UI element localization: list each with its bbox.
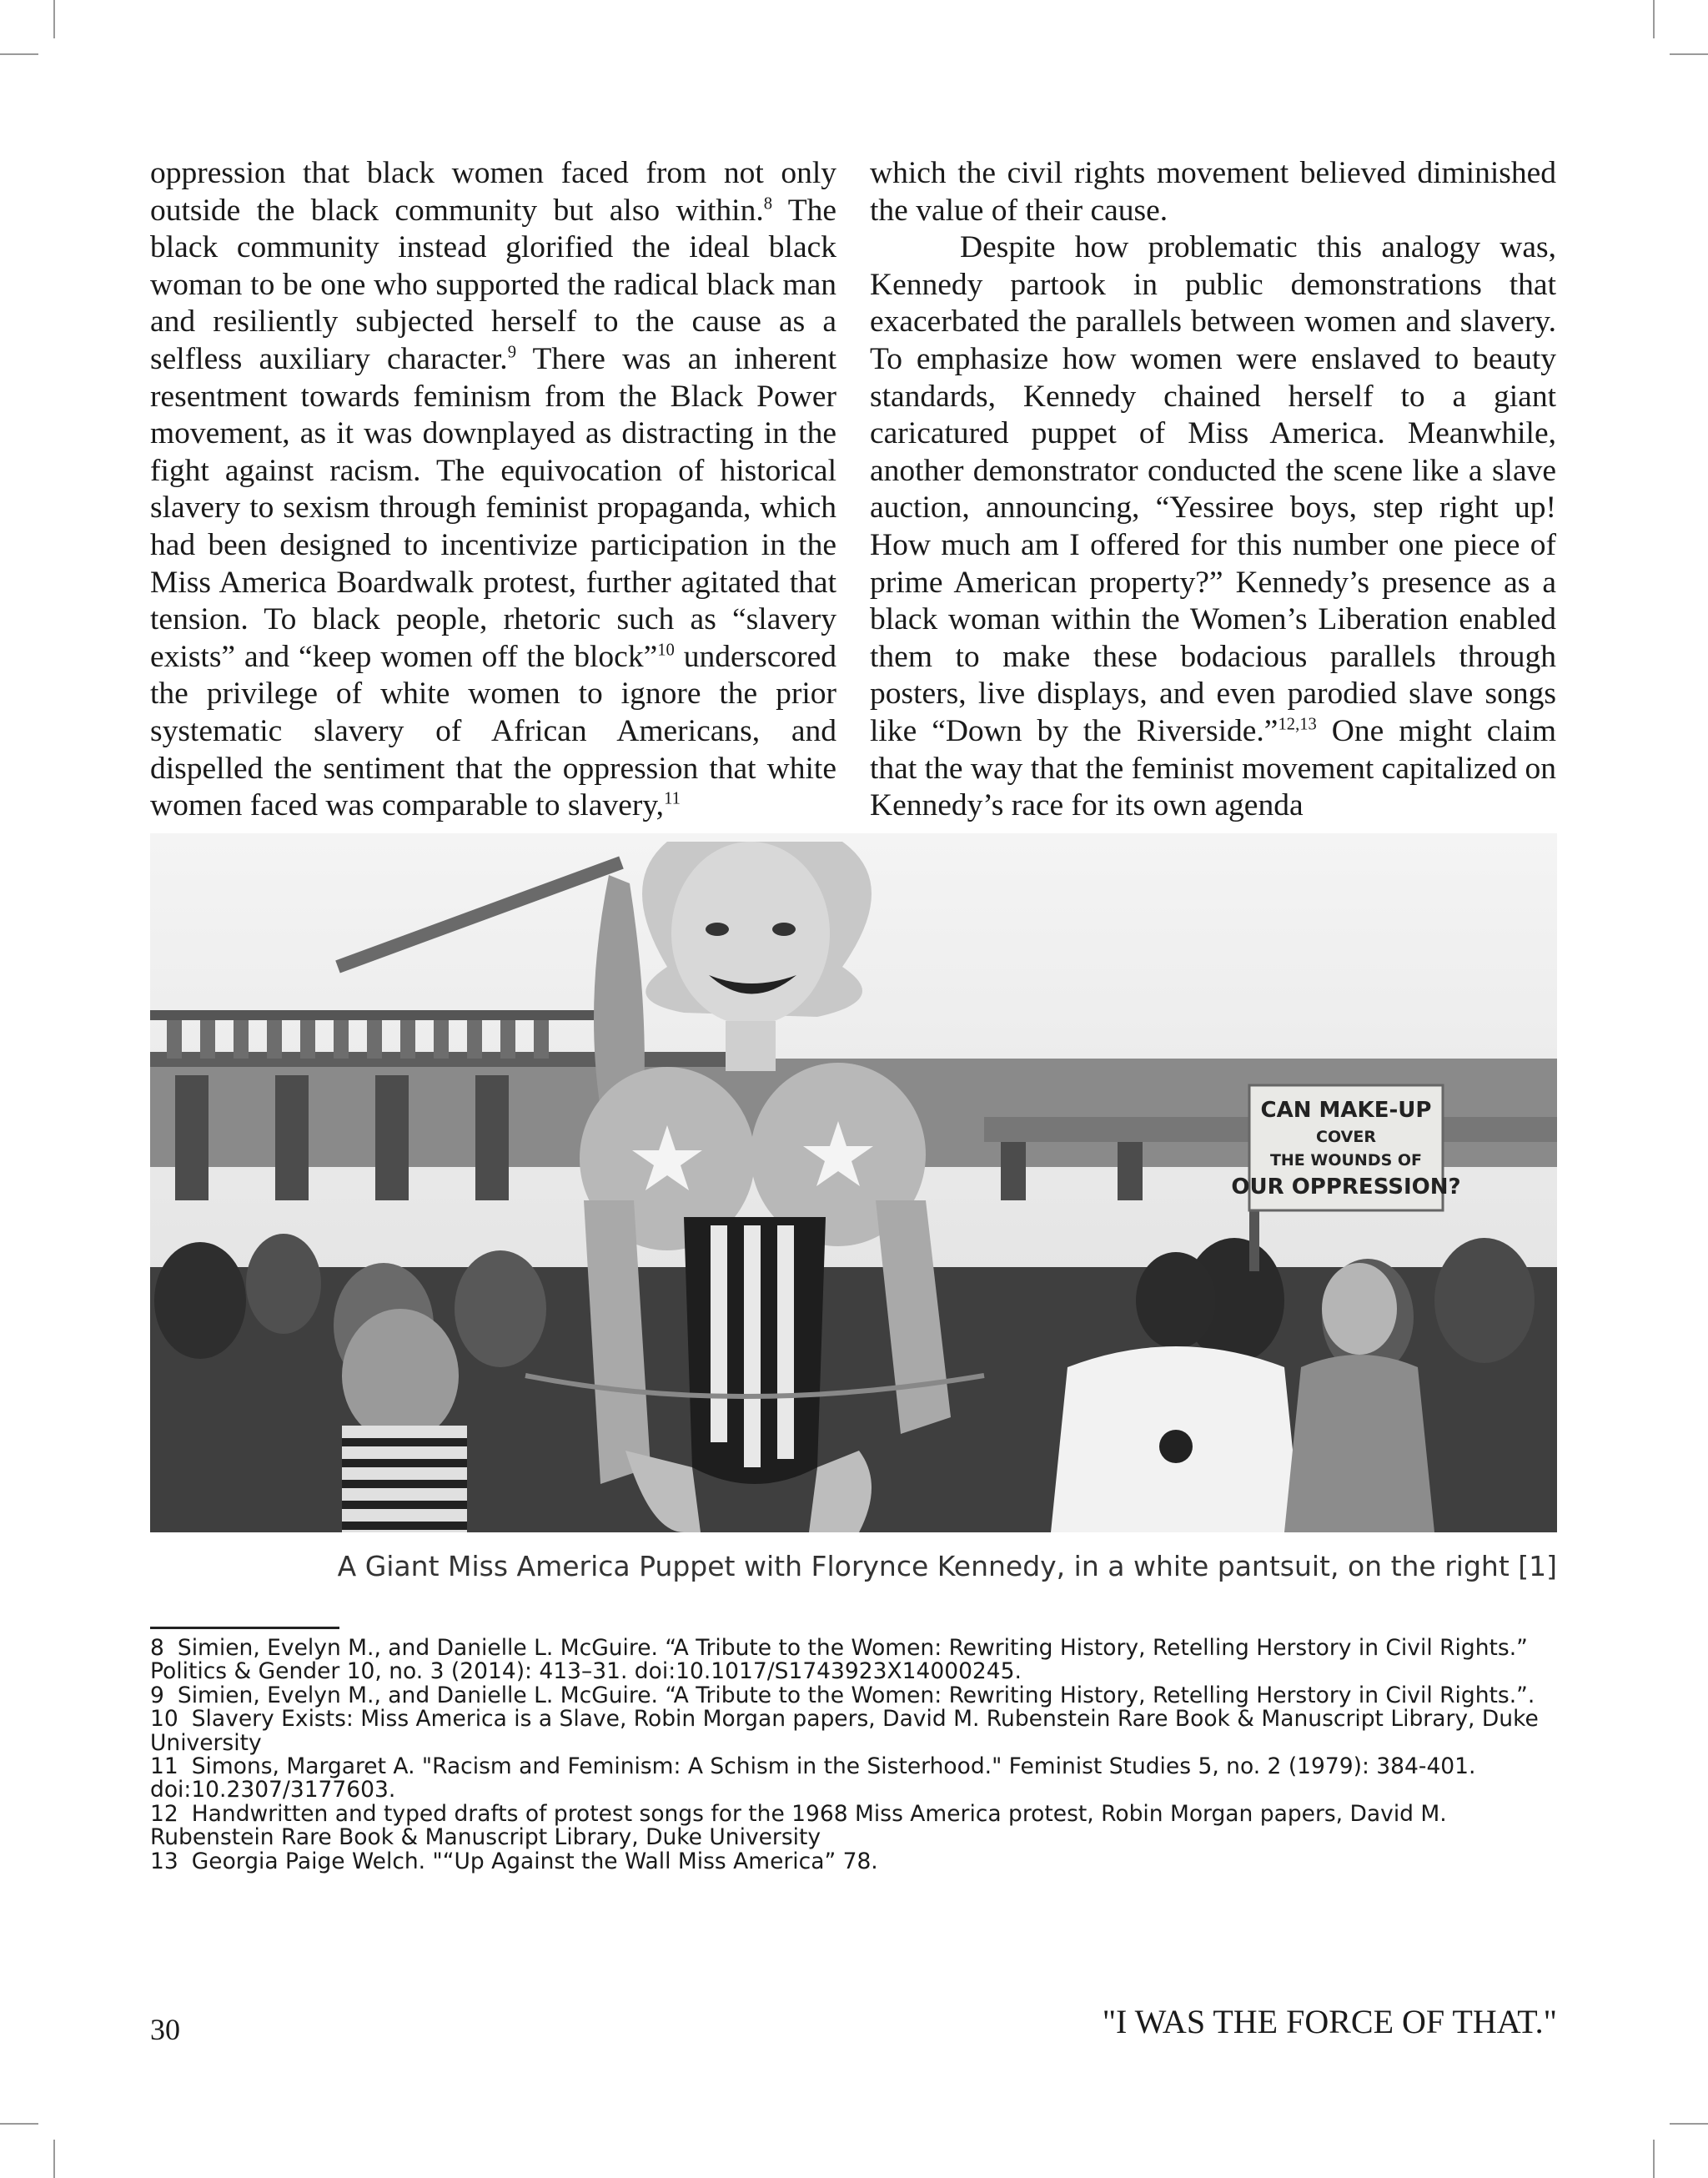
crop-mark-bottom-left-vertical [53,2140,55,2178]
sign-line-2: COVER [1316,1128,1376,1146]
crop-mark-top-right-horizontal [1670,53,1708,55]
footnote-ref-11[interactable]: 11 [664,789,681,808]
running-title: "I WAS THE FORCE OF THAT." [1102,2003,1557,2040]
footnote-ref-12-13[interactable]: 12,13 [1278,715,1317,734]
footnote-divider [150,1627,339,1629]
left-text-column [150,155,836,825]
footnote-13: 13 Georgia Paige Welch. "“Up Against the Wall Miss America” 78. [150,1848,878,1874]
page-number: 30 [150,2013,180,2046]
crop-mark-top-left-horizontal [0,53,38,55]
footnote-ref-10[interactable]: 10 [657,641,675,660]
left-paragraph: oppression that black women faced from not only outside the black community but also within.$^8$ The black community instead glorified the ideal black woman to be one who supported the radical black man and resiliently subjected herself to the cause as a selfless auxiliary character.$^9$ There was an inherent resentment towards feminism from the Black Power movement, as it was downplayed as distracting in the fight against racism. The equivocation of historical slavery to sexism through feminist propaganda, which had been designed to incentivize participation in the Miss America Boardwalk protest, further agitated that tension. To black people, rhetoric such as “slavery exists” and “keep women off the block”$^{10}$ underscored the privilege of white women to ignore the prior systematic slavery of African Americans, and dispelled the sentiment that the oppression that white women faced was comparable to slavery,$^{11}$ [150,156,837,823]
sign-line-4: OUR OPPRESSION? [1231,1175,1461,1200]
footnote-ref-8[interactable]: 8 [763,194,773,214]
figure-caption: A Giant Miss America Puppet with Florynce Kennedy, in a white pantsuit, on the right [1] [337,1550,1557,1582]
sign-line-1: CAN MAKE-UP [1260,1098,1432,1123]
footnote-9: 9 Simien, Evelyn M., and Danielle L. McGuire. “A Tribute to the Women: Rewriting History, Retelling Herstory in Civil Rights.”. [150,1682,1535,1708]
crop-mark-bottom-right-vertical [1653,2140,1655,2178]
footnote-10: 10 Slavery Exists: Miss America is a Slave, Robin Morgan papers, David M. Rubenstein Rare Book & Manuscript Library, Duke University [150,1706,1539,1756]
crop-mark-top-right-vertical [1653,0,1655,38]
crop-mark-bottom-right-horizontal [1670,2123,1708,2125]
right-text-column [870,155,1556,825]
crop-mark-bottom-left-horizontal [0,2123,38,2125]
puppet-face [671,842,830,1025]
right-paragraph-2: Despite how problematic this analogy was, Kennedy partook in public demonstrations that exacerbated the parallels between women and slavery. To emphasize how women were enslaved to beauty standards, Kennedy chained herself to a giant caricatured puppet of Miss America. Meanwhile, another demonstrator conducted the scene like a slave auction, announcing, “Yessiree boys, step right up! How much am I offered for this number one piece of prime American property?” Kennedy’s presence as a black woman within the Women’s Liberation enabled them to make these bodacious parallels through posters, live displays, and even parodied slave songs like “Down by the Riverside.”$^{12,13}$ One might claim that the way that the feminist movement capitalized on Kennedy’s race for its own agenda [870,230,1556,823]
footnote-ref-9[interactable]: 9 [507,343,516,362]
protest-photograph [150,833,1557,1532]
footnote-12: 12 Handwritten and typed drafts of protest songs for the 1968 Miss America protest, Robin Morgan papers, David M. Rubenstein Rare Book & Manuscript Library, Duke University [150,1800,1447,1851]
photo-illustration [150,833,1557,1532]
footnote-11: 11 Simons, Margaret A. "Racism and Feminism: A Schism in the Sisterhood." Feminist Studies 5, no. 2 (1979): 384-401. doi:10.2307/3177603. [150,1753,1476,1803]
right-paragraph-1: which the civil rights movement believed diminished the value of their cause. [870,156,1556,228]
crop-mark-top-left-vertical [53,0,55,38]
sign-line-3: THE WOUNDS OF [1269,1151,1423,1169]
footnote-8: 8 Simien, Evelyn M., and Danielle L. McGuire. “A Tribute to the Women: Rewriting History, Retelling Herstory in Civil Rights.” Politics & Gender 10, no. 3 (2014): 413–31. doi:10.1017/S1743923X14000245. [150,1635,1528,1685]
footnotes [150,1637,1560,1874]
